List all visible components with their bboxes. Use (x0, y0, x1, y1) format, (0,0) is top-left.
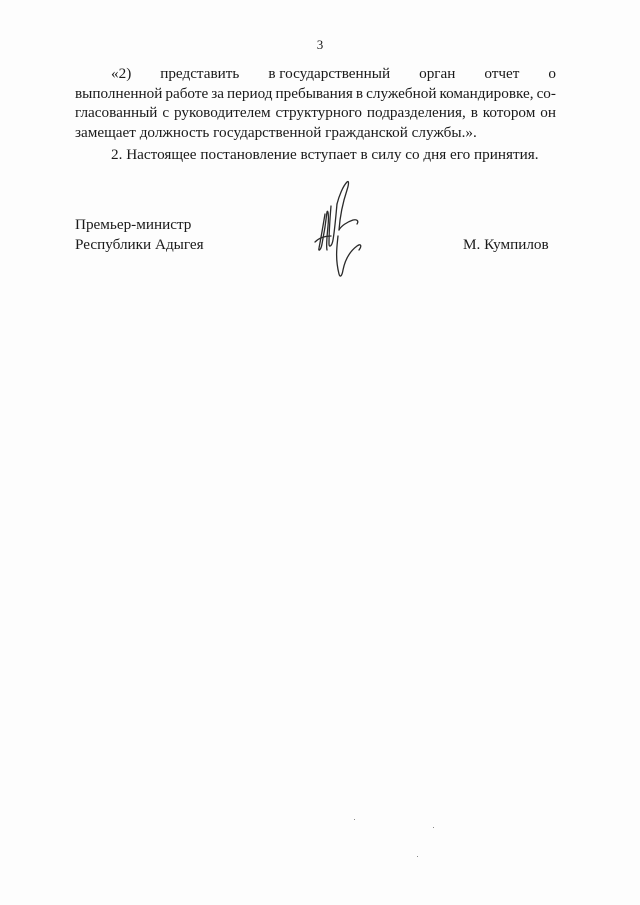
word: пребывания (275, 84, 353, 102)
word: в (355, 84, 364, 102)
word: о (548, 65, 556, 82)
signatory-title-line-1: Премьер-министр (75, 216, 192, 233)
word: в (470, 104, 478, 121)
word: выполненной (75, 84, 163, 102)
signatory-title-line-2: Республики Адыгея (75, 236, 204, 253)
paragraph-1-line-3 (75, 103, 556, 123)
word: работе (165, 84, 209, 102)
word: он (540, 104, 556, 121)
word: руководителем (173, 104, 271, 121)
word: структурного (275, 104, 362, 121)
word: «2) (111, 65, 132, 82)
scan-speck (354, 819, 355, 820)
signatory-title (75, 215, 204, 255)
word: гласованный (75, 104, 158, 121)
word: подразделения, (366, 104, 466, 121)
word: орган (419, 65, 456, 82)
word: период (227, 84, 273, 102)
handwritten-signature (305, 176, 375, 286)
scan-speck (433, 827, 434, 828)
word: котором (482, 104, 536, 121)
word: отчет (484, 65, 520, 82)
paragraph-1-line-2 (75, 84, 556, 104)
signatory-name: М. Кумпилов (463, 236, 549, 253)
word: в государственный (268, 65, 391, 82)
paragraph-1-line-4: замещает должность государственной гражданской службы.». (75, 123, 477, 141)
scan-speck (417, 856, 418, 857)
word: служебной (366, 84, 437, 102)
word: со- (536, 84, 556, 102)
paragraph-1 (75, 64, 556, 142)
page-number: 3 (316, 37, 324, 52)
paragraph-2: 2. Настоящее постановление вступает в силу со дня его принятия. (111, 146, 539, 163)
word: за (211, 84, 224, 102)
word: командировке, (439, 84, 534, 102)
word: представить (160, 65, 240, 82)
paragraph-1-line-1 (75, 64, 556, 84)
word: с (162, 104, 170, 121)
